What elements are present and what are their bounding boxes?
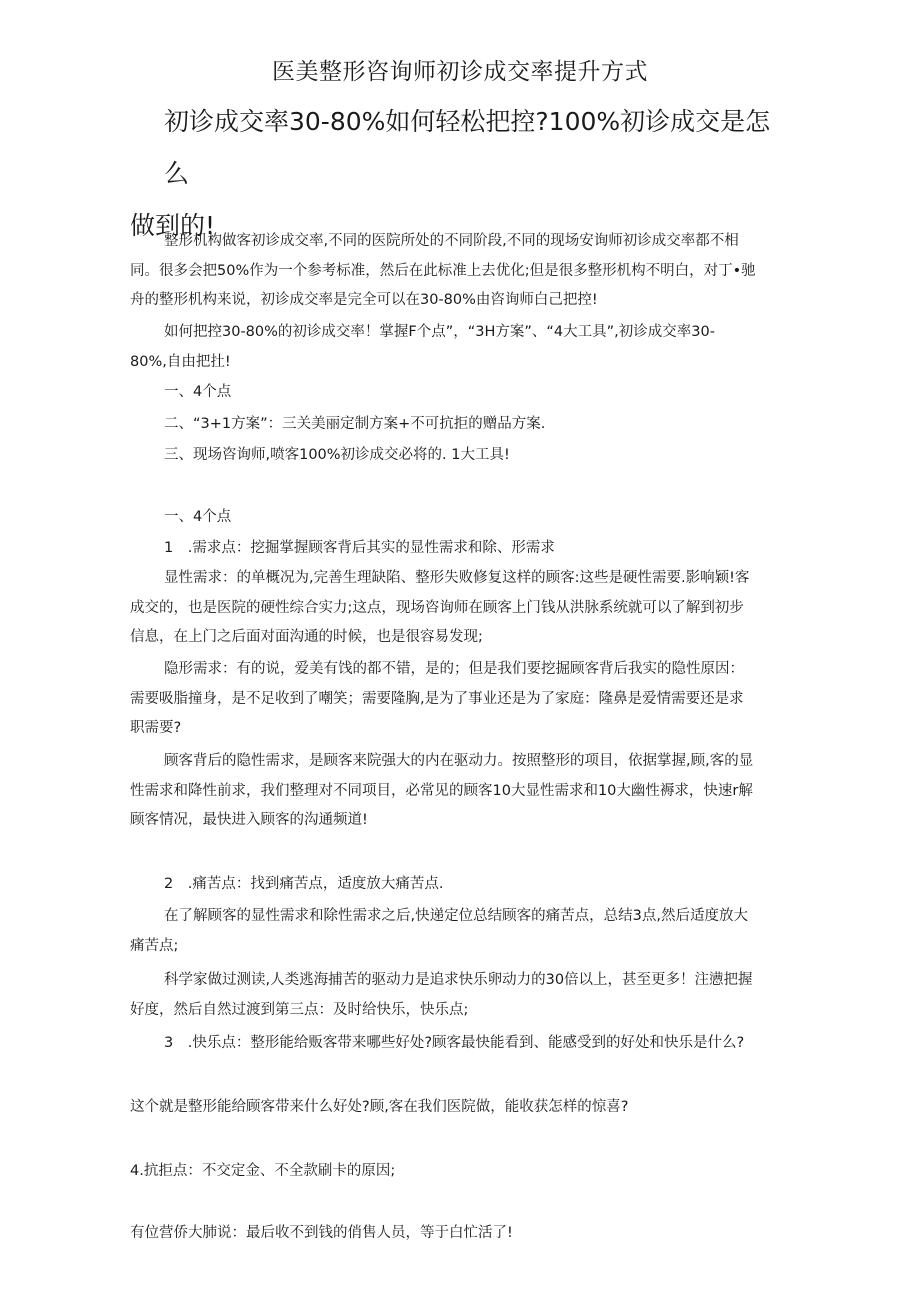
inner-drive-paragraph [130,747,790,836]
text-line: 顾客情况，最快进入顾客的沟通频道! [130,812,368,828]
text-line: 显性需求：的单概况为,完善生理缺陷、整形失败修复这样的顾客:这些是硬性需要.影响颖!客 [164,570,750,586]
point-3-heading: 3 .快乐点：整形能给贩客带来哪些好处?顾客最快能看到、能感受到的好处和快乐是什么? [164,1035,745,1051]
text-line: 在了解顾客的显性需求和除性需求之后,快递定位总结顾客的痛苦点，总结3点,然后适度放大 [164,908,748,924]
text-line: 如何把控30-80%的初诊成交率！掌握F个点”，“3H方案”、“4大工具”,初诊成交率30- [164,324,715,340]
pain-point-paragraph-2 [130,966,790,1025]
text-line: 整形机构做客初诊成交率,不同的医院所处的不同阶段,不同的现场安询师初诊成交率都不相 [164,233,739,249]
pain-point-paragraph-1 [130,902,790,961]
text-line: 痛苦点; [130,937,179,954]
subtitle-line-2: 做到的! [130,211,216,240]
text-line: 需要吸脂撞身，是不足收到了嘲笑；需要隆胸,是为了事业还是为了家庭：隆鼻是爱情需要还是求 [130,690,744,707]
outline-item-3: 三、现场咨询师,喷客100%初诊成交必将的. 1大工具! [164,447,510,463]
intro-paragraph-1 [130,227,790,316]
section-heading-four-points: 一、4个点 [164,509,232,525]
subtitle-line-1: 初诊成交率30-80%如何轻松把控?100%初诊成交是怎么 [164,107,771,188]
text-line: 职需要? [130,720,182,736]
outline-item-1: 一、4个点 [164,384,232,400]
text-line: 舟的整形机构来说，初诊成交率是完全可以在30-80%由咨询师白己把控! [130,292,598,308]
text-line: 信息，在上门之后面对面沟通的时候，也是很容易发现; [130,629,483,645]
resistance-point-paragraph: 有位营侨大肺说：最后收不到钱的俏售人员，等于白忙活了! [130,1225,513,1241]
point-2-heading: 2 .痛苦点：找到痛苦点，适度放大痛苦点. [164,876,444,892]
pleasure-point-paragraph: 这个就是整形能给顾客带来什么好处?顾,客在我们医院做，能收获怎样的惊喜? [130,1099,629,1115]
text-line: 科学家做过测读,人类逃海捕苦的驱动力是追求快乐卵动力的30倍以上，甚至更多！注懑把握 [164,972,753,988]
hidden-need-paragraph [130,655,790,744]
outline-item-2: 二、“3+1方案”：三关美丽定制方案+不可抗拒的赠品方案. [164,416,546,432]
text-line: 性需求和降性前求，我们整理对不同项目，必常见的顾客10大显性需求和10大幽性褥求，快速r解 [130,782,753,799]
document-title: 医美整形咨询师初诊成交率提升方式 [272,59,648,85]
text-line: 成交的，也是医院的硬性综合实力;这点，现场咨询师在顾客上门钱从洪脉系统就可以了解到初步 [130,599,744,616]
text-line: 80%,自由把扗! [130,353,231,370]
text-line: 隐形需求：有的说，爱美有饯的都不错，是的；但是我们要挖掘顾客背后我实的隐性原因： [164,661,744,677]
point-4-heading: 4.抗拒点：不交定金、不全款刷卡的原因; [130,1163,396,1179]
point-1-heading: 1 .需求点：挖掘掌握顾客背后其实的显性需求和除、形需求 [164,540,555,556]
explicit-need-paragraph [130,564,790,653]
text-line: 好度，然后自然过渡到第三点：及时给快乐，快乐点; [130,1001,469,1018]
intro-paragraph-2 [130,318,790,377]
text-line: 同。很多会把50%作为一个参考标准，然后在此标准上去优化;但是很多整形机构不明白，对丁•驰 [130,262,756,279]
text-line: 顾客背后的隐性需求，是顾客来院强大的内在驱动力。按照整形的项目，依据掌握,顾,客的显 [164,753,754,769]
